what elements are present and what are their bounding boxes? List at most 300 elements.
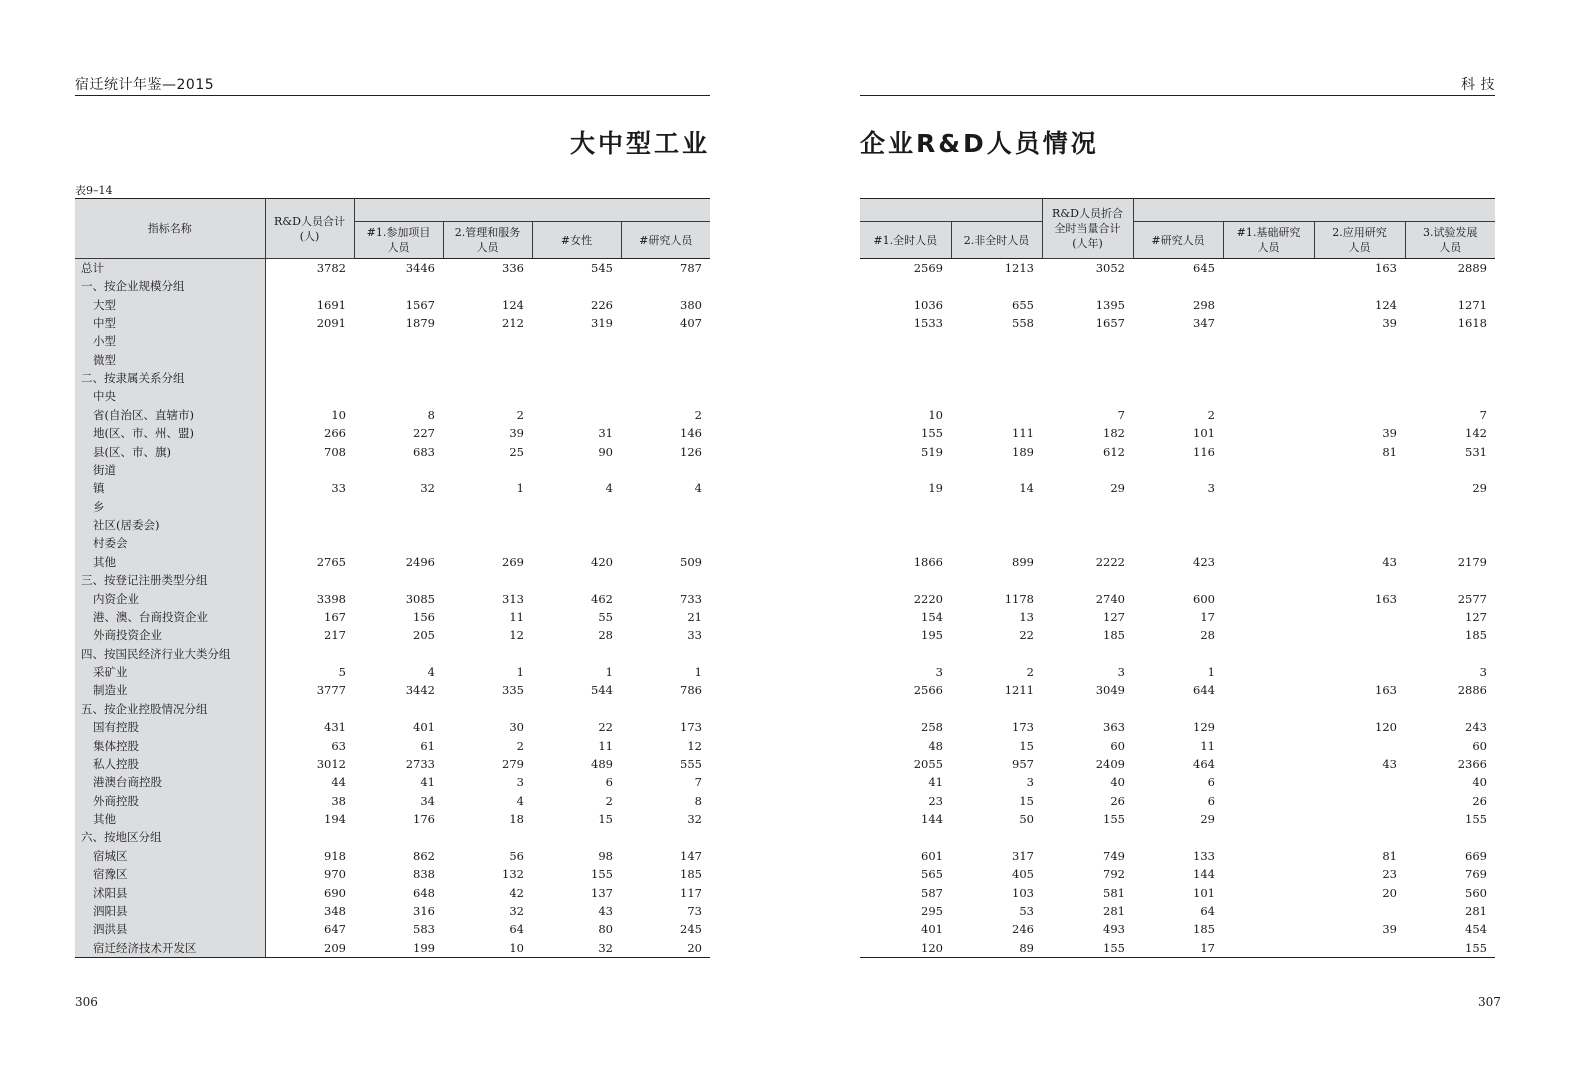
table-cell: 3782: [316, 261, 346, 275]
table-cell: 298: [1193, 297, 1215, 312]
table-cell: 279: [502, 756, 524, 771]
table-row: [860, 479, 1495, 497]
table-cell: [1223, 295, 1314, 313]
table-cell: 690: [324, 885, 346, 900]
table-cell: 1178: [1004, 591, 1034, 606]
table-cell: 20: [621, 939, 710, 958]
table-cell: 34: [420, 793, 435, 808]
table-cell: 10: [443, 939, 532, 958]
table-row: [75, 920, 710, 938]
table-cell: [1405, 351, 1495, 369]
header-applied: 2.应用研究 人员: [1314, 222, 1405, 259]
right-table-body: [860, 259, 1495, 958]
table-cell: [443, 828, 532, 846]
table-cell: [354, 332, 443, 350]
table-cell: 519: [921, 444, 943, 459]
table-cell: [1042, 516, 1133, 534]
table-cell: [1223, 681, 1314, 699]
table-cell: [1223, 883, 1314, 901]
table-cell: 348: [324, 903, 346, 918]
table-row: [860, 663, 1495, 681]
table-cell: 3049: [1095, 683, 1125, 698]
table-cell: 142: [1465, 426, 1487, 441]
table-cell: 1567: [405, 297, 435, 312]
table-cell: [443, 369, 532, 387]
table-cell: 2: [605, 793, 613, 808]
table-cell: [1314, 571, 1405, 589]
table-cell: [1042, 369, 1133, 387]
table-cell: 19: [928, 481, 943, 496]
table-cell: [265, 277, 354, 295]
page-title-right: 企业R&D人员情况: [860, 129, 1099, 158]
table-cell: [1223, 608, 1314, 626]
table-cell: [1223, 828, 1314, 846]
table-row: [75, 810, 710, 828]
table-cell: 462: [591, 591, 613, 606]
table-cell: [1223, 939, 1314, 958]
table-cell: 1211: [1004, 683, 1034, 698]
table-cell: 2: [694, 407, 702, 422]
table-cell: 6: [1207, 775, 1215, 790]
table-cell: 644: [1193, 683, 1215, 698]
table-cell: 14: [1019, 481, 1034, 496]
table-cell: 1879: [405, 315, 435, 330]
table-cell: 15: [598, 812, 613, 827]
table-cell: [1133, 369, 1223, 387]
table-cell: 787: [680, 261, 702, 275]
table-cell: [1223, 571, 1314, 589]
table-cell: [621, 571, 710, 589]
table-cell: 246: [1012, 922, 1034, 937]
table-cell: 558: [1012, 315, 1034, 330]
table-cell: [860, 351, 951, 369]
table-cell: 63: [331, 738, 346, 753]
table-cell: 683: [413, 444, 435, 459]
left-table-body: [75, 259, 710, 958]
table-cell: 103: [1012, 885, 1034, 900]
table-row: [75, 498, 710, 516]
table-cell: 1691: [316, 297, 346, 312]
table-cell: [354, 645, 443, 663]
table-cell: 40: [1472, 775, 1487, 790]
table-cell: 29: [1472, 481, 1487, 496]
table-cell: 4: [516, 793, 524, 808]
table-row: [860, 295, 1495, 313]
table-cell: [1223, 534, 1314, 552]
table-cell: 127: [1103, 609, 1125, 624]
table-cell: 33: [687, 628, 702, 643]
table-cell: 2055: [913, 756, 943, 771]
table-cell: 862: [413, 848, 435, 863]
table-cell: 137: [591, 885, 613, 900]
table-cell: 22: [598, 720, 613, 735]
table-cell: [1314, 810, 1405, 828]
table-row: [75, 259, 710, 278]
table-row: [860, 406, 1495, 424]
table-number: 表9–14: [75, 184, 113, 197]
table-cell: 3: [1117, 665, 1125, 680]
table-cell: [1314, 773, 1405, 791]
table-cell: 2409: [1095, 756, 1125, 771]
row-label: 大型: [75, 295, 265, 313]
table-cell: 39: [509, 426, 524, 441]
table-cell: 405: [1012, 867, 1034, 882]
table-cell: [1133, 277, 1223, 295]
table-cell: [1133, 461, 1223, 479]
header-participate: #1.参加项目 人员: [354, 222, 443, 259]
table-cell: 33: [331, 481, 346, 496]
table-cell: 11: [598, 738, 613, 753]
header-blank-span-right-2: [1133, 199, 1495, 222]
table-cell: [1223, 920, 1314, 938]
table-cell: 60: [1472, 738, 1487, 753]
table-cell: 647: [324, 922, 346, 937]
table-cell: 281: [1465, 903, 1487, 918]
row-label: 镇: [75, 479, 265, 497]
table-cell: 2: [1026, 665, 1034, 680]
table-cell: [951, 277, 1042, 295]
table-row: [75, 773, 710, 791]
table-cell: [1223, 902, 1314, 920]
row-label: 省(自治区、直辖市): [75, 406, 265, 424]
table-cell: 2577: [1457, 591, 1487, 606]
table-row: [860, 442, 1495, 460]
left-table-container: [75, 198, 710, 958]
table-row: [75, 534, 710, 552]
table-cell: 2733: [405, 756, 435, 771]
table-row: [75, 626, 710, 644]
header-rd-total: R&D人员合计 (人): [265, 199, 354, 259]
table-cell: 31: [598, 426, 613, 441]
table-row: [860, 553, 1495, 571]
table-cell: [951, 700, 1042, 718]
table-cell: [1133, 571, 1223, 589]
table-cell: [443, 332, 532, 350]
table-cell: 13: [1019, 609, 1034, 624]
table-cell: 227: [413, 426, 435, 441]
table-cell: 126: [680, 444, 702, 459]
table-cell: [1314, 608, 1405, 626]
table-cell: 185: [1103, 628, 1125, 643]
table-cell: 25: [509, 444, 524, 459]
table-cell: 583: [413, 922, 435, 937]
table-cell: 43: [1382, 756, 1397, 771]
table-cell: 155: [591, 867, 613, 882]
table-cell: 4: [694, 481, 702, 496]
table-cell: 7: [1117, 407, 1125, 422]
table-cell: 55: [598, 609, 613, 624]
row-label: 村委会: [75, 534, 265, 552]
table-cell: [860, 571, 951, 589]
header-blank-span-right: [860, 199, 1042, 222]
row-label: 泗阳县: [75, 902, 265, 920]
table-cell: [951, 645, 1042, 663]
table-cell: [1223, 442, 1314, 460]
table-cell: 173: [1012, 720, 1034, 735]
table-row: [860, 920, 1495, 938]
table-cell: [860, 461, 951, 479]
table-cell: [951, 828, 1042, 846]
table-cell: [1223, 479, 1314, 497]
table-cell: 316: [413, 903, 435, 918]
table-cell: [860, 828, 951, 846]
table-cell: 581: [1103, 885, 1125, 900]
table-cell: 212: [502, 315, 524, 330]
table-cell: [443, 498, 532, 516]
header-parttime: 2.非全时人员: [951, 222, 1042, 259]
table-cell: 2220: [913, 591, 943, 606]
table-cell: [1223, 461, 1314, 479]
table-cell: 144: [921, 812, 943, 827]
table-cell: [443, 534, 532, 552]
table-cell: [443, 277, 532, 295]
row-label: 小型: [75, 332, 265, 350]
table-cell: [354, 498, 443, 516]
table-cell: [1314, 902, 1405, 920]
table-cell: 531: [1465, 444, 1487, 459]
table-row: [860, 626, 1495, 644]
table-cell: [532, 461, 621, 479]
table-cell: [1314, 700, 1405, 718]
page-title-left: 大中型工业: [569, 129, 710, 158]
table-cell: 163: [1375, 683, 1397, 698]
table-cell: 2496: [405, 554, 435, 569]
table-cell: [1223, 314, 1314, 332]
table-cell: [1223, 755, 1314, 773]
table-cell: 3777: [316, 683, 346, 698]
table-cell: [354, 369, 443, 387]
table-row: [860, 259, 1495, 278]
row-label: 四、按国民经济行业大类分组: [75, 645, 265, 663]
table-cell: 26: [1472, 793, 1487, 808]
table-row: [860, 332, 1495, 350]
running-header-left: 宿迁统计年鉴—2015: [75, 74, 710, 96]
table-cell: 555: [680, 756, 702, 771]
row-label: 街道: [75, 461, 265, 479]
table-cell: 6: [605, 775, 613, 790]
table-cell: [1042, 351, 1133, 369]
table-cell: 144: [1193, 867, 1215, 882]
table-row: [860, 736, 1495, 754]
row-label: 集体控股: [75, 736, 265, 754]
table-cell: [1314, 516, 1405, 534]
table-cell: [443, 516, 532, 534]
table-row: [860, 792, 1495, 810]
table-cell: [1042, 277, 1133, 295]
table-row: [75, 828, 710, 846]
table-cell: [1314, 351, 1405, 369]
table-cell: 167: [324, 609, 346, 624]
table-cell: 2566: [913, 683, 943, 698]
table-row: [75, 351, 710, 369]
table-cell: 40: [1110, 775, 1125, 790]
table-row: [860, 902, 1495, 920]
table-cell: 317: [1012, 848, 1034, 863]
table-cell: [1314, 369, 1405, 387]
row-label: 社区(居委会): [75, 516, 265, 534]
table-row: [860, 755, 1495, 773]
table-cell: 28: [1200, 628, 1215, 643]
table-cell: [532, 571, 621, 589]
table-cell: 163: [1375, 591, 1397, 606]
row-label: 宿迁经济技术开发区: [75, 939, 265, 958]
table-cell: 155: [921, 426, 943, 441]
table-cell: 81: [1382, 848, 1397, 863]
table-cell: [951, 461, 1042, 479]
table-cell: [1042, 461, 1133, 479]
table-cell: 401: [921, 922, 943, 937]
table-cell: 209: [265, 939, 354, 958]
table-row: [75, 865, 710, 883]
table-cell: [532, 406, 621, 424]
table-cell: [1223, 626, 1314, 644]
table-cell: 347: [1193, 315, 1215, 330]
table-cell: 464: [1193, 756, 1215, 771]
table-cell: [354, 277, 443, 295]
right-page: [790, 0, 1587, 1077]
row-label: 一、按企业规模分组: [75, 277, 265, 295]
table-cell: [1223, 736, 1314, 754]
table-cell: [532, 498, 621, 516]
table-cell: [265, 369, 354, 387]
table-cell: 407: [680, 315, 702, 330]
table-cell: 769: [1465, 867, 1487, 882]
row-label: 港澳台商控股: [75, 773, 265, 791]
table-cell: [1223, 792, 1314, 810]
table-cell: [1405, 387, 1495, 405]
table-cell: 32: [532, 939, 621, 958]
row-label: 港、澳、台商投资企业: [75, 608, 265, 626]
table-cell: [1314, 498, 1405, 516]
table-row: [860, 847, 1495, 865]
table-cell: [354, 534, 443, 552]
table-row: [860, 700, 1495, 718]
table-cell: [532, 828, 621, 846]
table-row: [75, 755, 710, 773]
table-cell: [532, 387, 621, 405]
table-cell: [1405, 516, 1495, 534]
table-cell: 120: [860, 939, 951, 958]
table-cell: [265, 645, 354, 663]
table-cell: 3446: [405, 261, 435, 275]
header-researchers-left: #研究人员: [621, 222, 710, 259]
table-cell: [621, 369, 710, 387]
table-cell: [443, 571, 532, 589]
table-cell: 2: [1207, 407, 1215, 422]
table-cell: [1314, 828, 1405, 846]
table-cell: 185: [680, 867, 702, 882]
table-cell: [443, 645, 532, 663]
table-cell: 56: [509, 848, 524, 863]
table-cell: [860, 645, 951, 663]
table-row: [75, 424, 710, 442]
table-cell: [354, 828, 443, 846]
table-cell: [532, 516, 621, 534]
table-row: [75, 277, 710, 295]
table-cell: 2091: [316, 315, 346, 330]
table-cell: 120: [1375, 720, 1397, 735]
table-cell: 43: [1382, 554, 1397, 569]
table-cell: [265, 571, 354, 589]
table-cell: [1314, 277, 1405, 295]
table-cell: 380: [680, 297, 702, 312]
table-cell: [1405, 534, 1495, 552]
table-cell: 116: [1193, 444, 1215, 459]
table-cell: [1223, 516, 1314, 534]
table-cell: 3: [1479, 665, 1487, 680]
table-cell: [1314, 939, 1405, 958]
table-cell: 3: [935, 665, 943, 680]
table-cell: [1223, 645, 1314, 663]
table-cell: 281: [1103, 903, 1125, 918]
table-cell: 163: [1375, 261, 1397, 275]
table-cell: 3: [1026, 775, 1034, 790]
table-cell: 176: [413, 812, 435, 827]
table-cell: [265, 828, 354, 846]
table-cell: 733: [680, 591, 702, 606]
table-cell: 42: [509, 885, 524, 900]
table-cell: 2740: [1095, 591, 1125, 606]
row-label: 总计: [75, 259, 265, 278]
table-cell: 266: [324, 426, 346, 441]
table-cell: [532, 700, 621, 718]
row-label: 地(区、市、州、盟): [75, 424, 265, 442]
table-cell: 786: [680, 683, 702, 698]
table-cell: [1223, 589, 1314, 607]
table-cell: 245: [680, 922, 702, 937]
table-cell: [1223, 847, 1314, 865]
table-cell: 21: [687, 609, 702, 624]
table-cell: [621, 534, 710, 552]
table-row: [75, 718, 710, 736]
header-experimental: 3.试验发展 人员: [1405, 222, 1495, 259]
table-cell: [1223, 424, 1314, 442]
table-cell: [860, 332, 951, 350]
table-cell: 3398: [316, 591, 346, 606]
left-page: [0, 0, 790, 1077]
table-cell: 132: [502, 867, 524, 882]
table-cell: 38: [331, 793, 346, 808]
table-cell: [951, 369, 1042, 387]
table-cell: 1: [605, 665, 613, 680]
table-cell: [532, 534, 621, 552]
row-label: 乡: [75, 498, 265, 516]
table-cell: [860, 498, 951, 516]
table-row: [75, 571, 710, 589]
table-cell: 565: [921, 867, 943, 882]
table-row: [75, 516, 710, 534]
table-cell: [1042, 571, 1133, 589]
table-cell: [1223, 773, 1314, 791]
table-cell: [443, 461, 532, 479]
table-cell: 336: [502, 261, 524, 275]
table-row: [75, 663, 710, 681]
table-cell: [1405, 498, 1495, 516]
table-cell: 587: [921, 885, 943, 900]
table-cell: [265, 534, 354, 552]
table-cell: 648: [413, 885, 435, 900]
table-cell: 2: [516, 407, 524, 422]
table-cell: [443, 700, 532, 718]
table-cell: 182: [1103, 426, 1125, 441]
table-cell: 1213: [1004, 261, 1034, 275]
table-cell: 73: [687, 903, 702, 918]
table-cell: [1405, 828, 1495, 846]
table-cell: [265, 461, 354, 479]
table-cell: [1405, 571, 1495, 589]
table-row: [75, 681, 710, 699]
table-cell: 295: [921, 903, 943, 918]
